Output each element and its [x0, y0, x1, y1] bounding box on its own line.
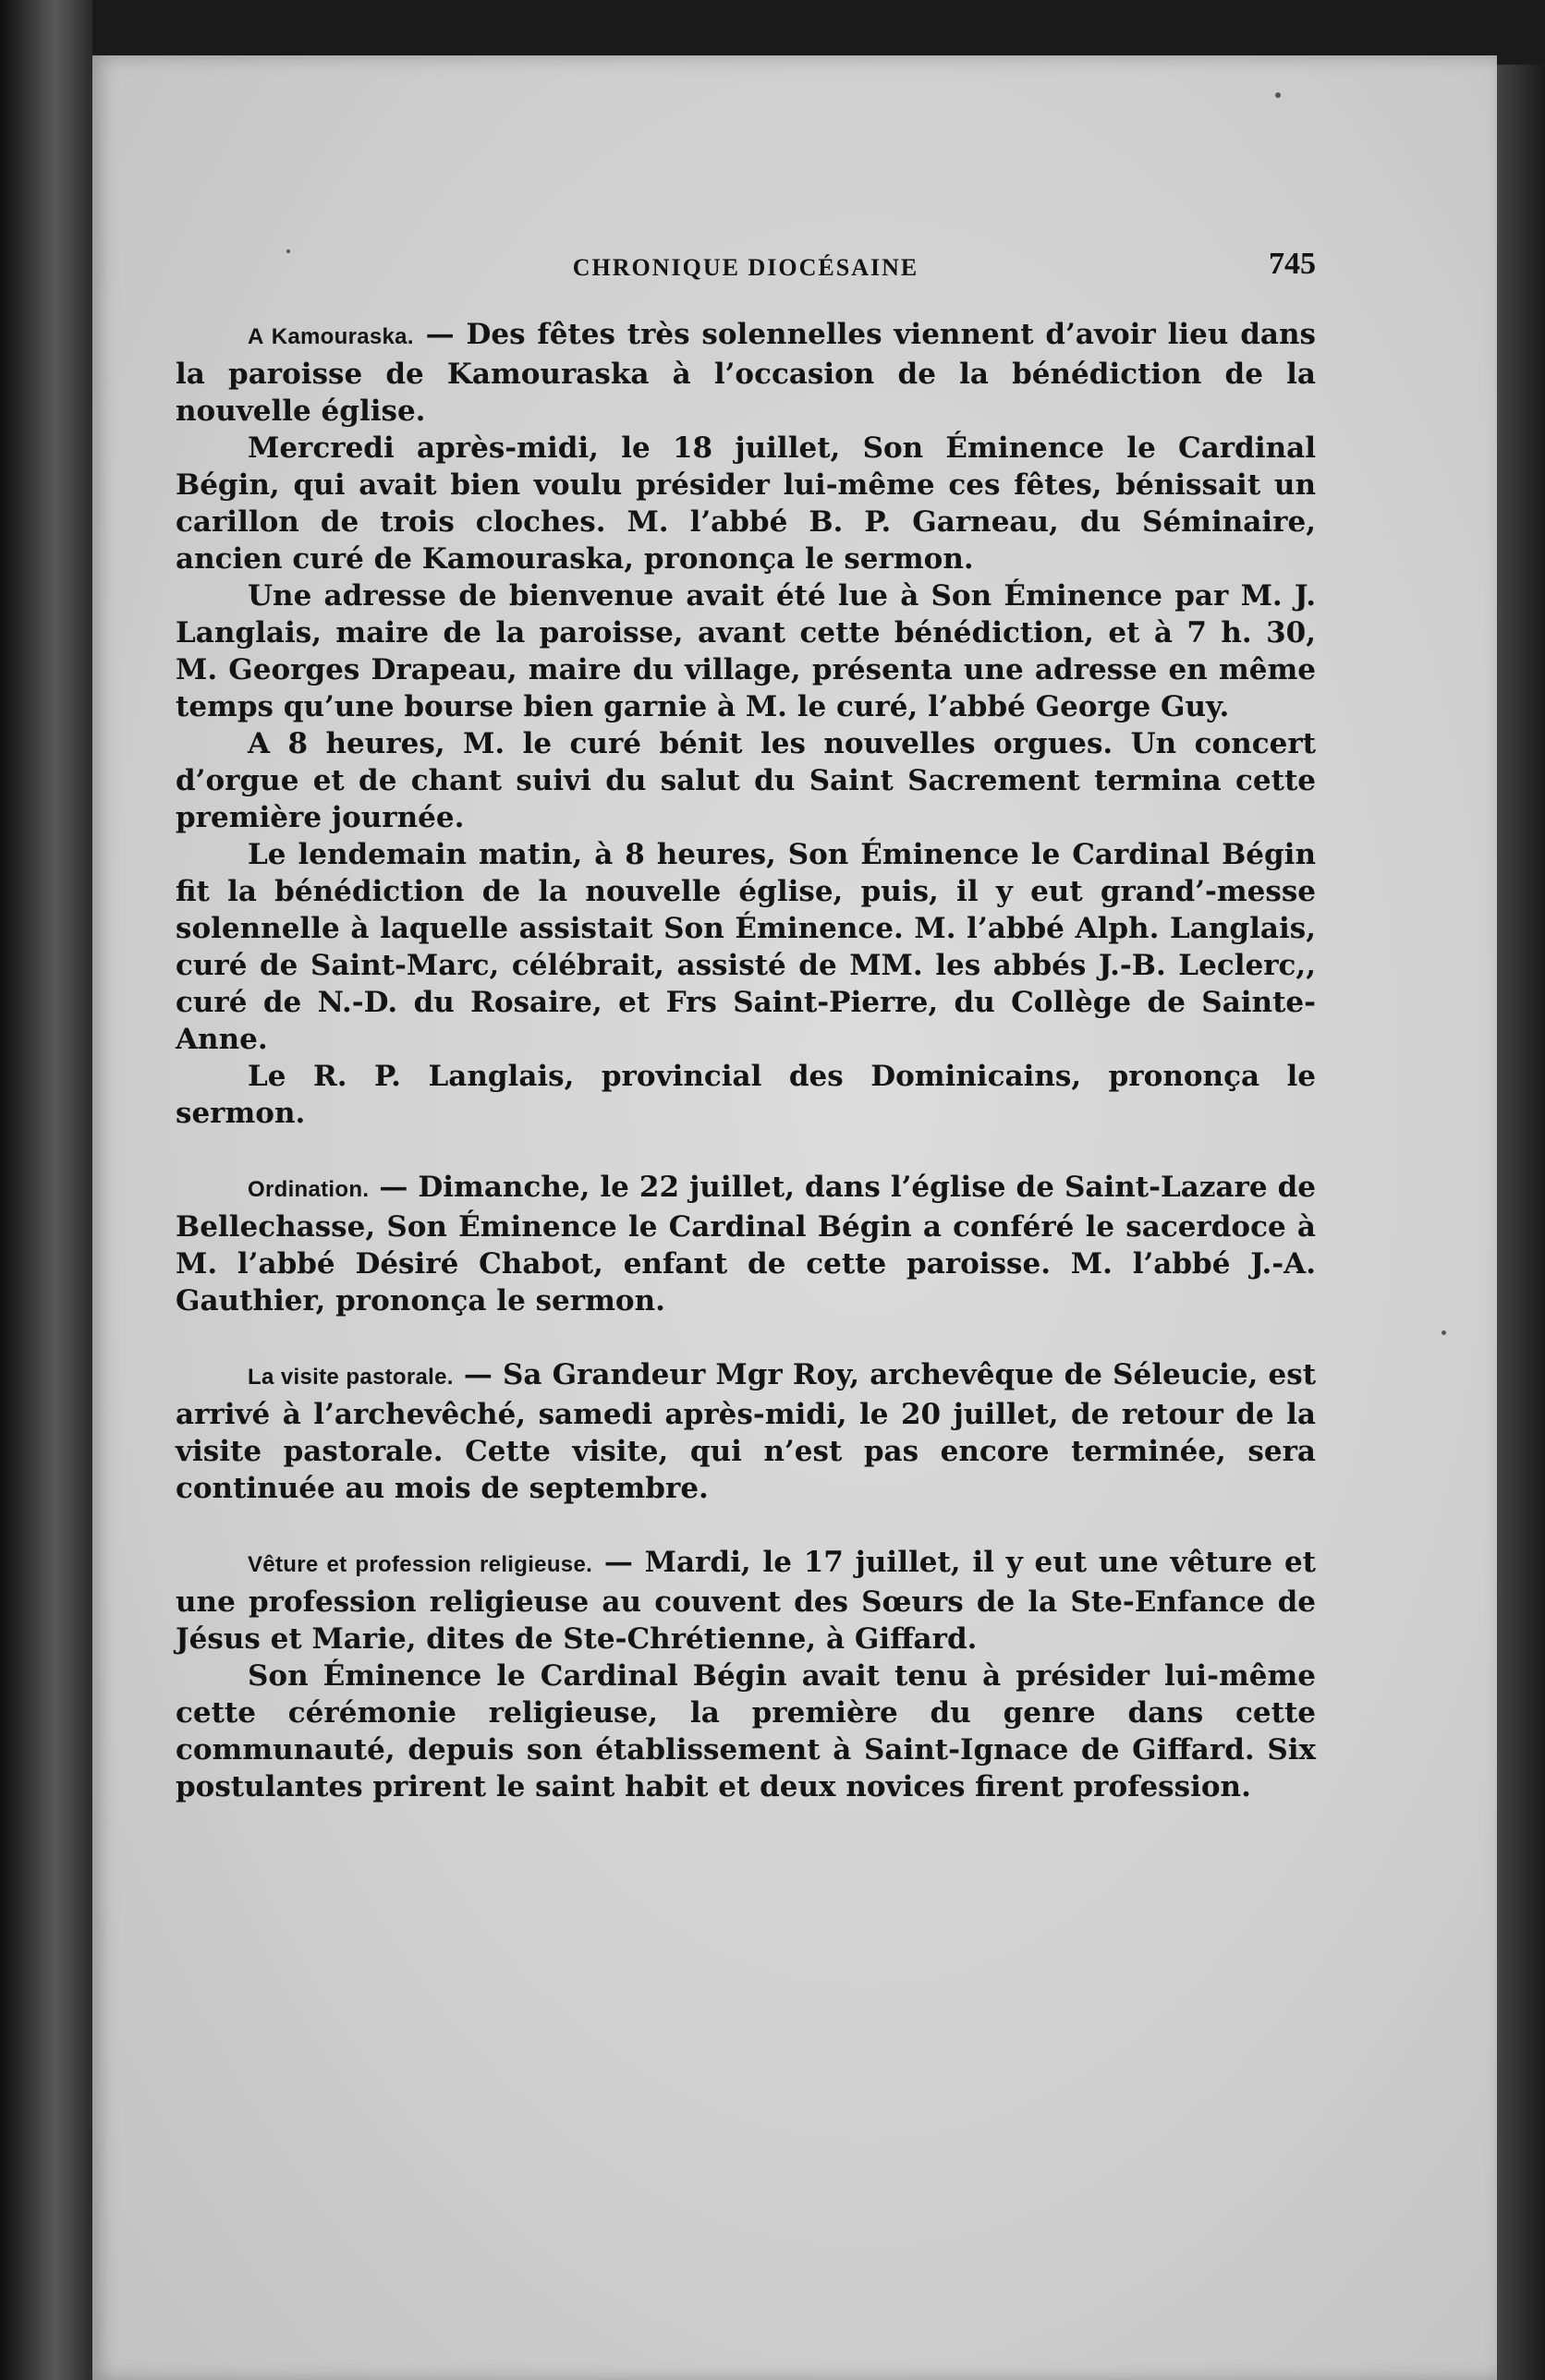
paragraph: A 8 heures, M. le curé bénit les nouvelles orgues. Un concert d’orgue et de chant suivi du salut du Saint Sacrement termina cette première journée.	[176, 727, 1316, 834]
dust-speck	[1442, 1330, 1446, 1335]
section-rubric: A Kamouraska.	[248, 324, 414, 349]
running-head	[176, 249, 1316, 296]
paragraph	[176, 1169, 1316, 1319]
paragraph: Une adresse de bienvenue avait été lue à Son Éminence par M. J. Langlais, maire de la paroisse, avant cette bénédiction, et à 7 h. 30, M. Georges Drapeau, maire du village, présenta une adresse en même temps qu’une bourse bien garnie à M. le curé, l’abbé George Guy.	[176, 579, 1316, 723]
running-title: CHRONIQUE DIOCÉSAINE	[572, 254, 919, 281]
page-number: 745	[1269, 247, 1316, 281]
book-spine	[0, 0, 92, 2380]
section-rubric: Vêture et profession religieuse.	[248, 1552, 593, 1577]
paragraph	[176, 1356, 1316, 1507]
news-item-kamouraska	[176, 316, 1316, 1132]
paragraph-text: — Mardi, le 17 juillet, il y eut une vêture et une profession religieuse au couvent des Sœurs de la Ste-Enfance de Jésus et Marie, dites de Ste-Chrétienne, à Giffard.	[176, 1546, 1316, 1656]
page-content	[176, 249, 1316, 1842]
paragraph-text: — Des fêtes très solennelles viennent d’avoir lieu dans la paroisse de Kamouraska à l’occasion de la bénédiction de la nouvelle église.	[176, 318, 1317, 428]
dust-speck	[1275, 92, 1281, 98]
page-edge	[1490, 65, 1545, 2380]
paragraph-text: — Dimanche, le 22 juillet, dans l’église de Saint-Lazare de Bellechasse, Son Éminence le Cardinal Bégin a conféré le sacerdoce à M. l’abbé Désiré Chabot, enfant de cette paroisse. M. l’abbé J.-A. Gauthier, prononça le sermon.	[176, 1171, 1316, 1318]
paragraph-text: — Sa Grandeur Mgr Roy, archevêque de Séleucie, est arrivé à l’archevêché, samedi après-midi, le 20 juillet, de retour de la visite pastorale. Cette visite, qui n’est pas encore terminée, sera continuée au mois de septembre.	[176, 1358, 1317, 1505]
paragraph	[176, 316, 1316, 430]
news-item-visite-pastorale	[176, 1356, 1316, 1507]
paragraph	[176, 1544, 1316, 1658]
paragraph: Le R. P. Langlais, provincial des Dominicains, prononça le sermon.	[176, 1060, 1316, 1130]
section-rubric: La visite pastorale.	[248, 1365, 454, 1390]
news-item-ordination	[176, 1169, 1316, 1319]
paragraph: Mercredi après-midi, le 18 juillet, Son Éminence le Cardinal Bégin, qui avait bien voulu présider lui-même ces fêtes, bénissait un carillon de trois cloches. M. l’abbé B. P. Garneau, du Séminaire, ancien curé de Kamouraska, prononça le sermon.	[176, 431, 1316, 576]
paragraph: Son Éminence le Cardinal Bégin avait tenu à présider lui-même cette cérémonie religieuse, la première du genre dans cette communauté, depuis son établissement à Saint-Ignace de Giffard. Six postulantes prirent le saint habit et deux novices firent profession.	[176, 1659, 1316, 1803]
paragraph: Le lendemain matin, à 8 heures, Son Éminence le Cardinal Bégin fit la bénédiction de la nouvelle église, puis, il y eut grand’-messe solennelle à laquelle assistait Son Éminence. M. l’abbé Alph. Langlais, curé de Saint-Marc, célébrait, assisté de MM. les abbés J.-B. Leclerc,, curé de N.-D. du Rosaire, et Frs Saint-Pierre, du Collège de Sainte-Anne.	[176, 838, 1316, 1056]
section-rubric: Ordination.	[248, 1177, 370, 1202]
news-item-veture	[176, 1544, 1316, 1805]
